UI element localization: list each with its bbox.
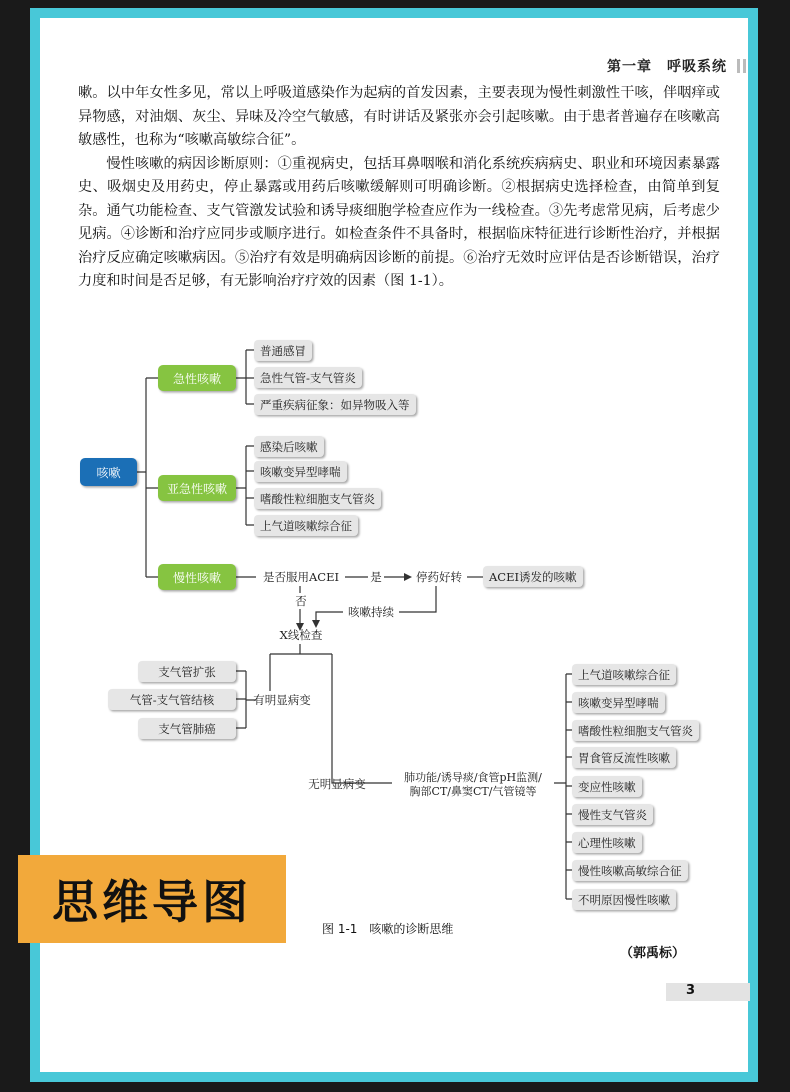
- figure-caption: 图 1-1 咳嗽的诊断思维: [322, 922, 454, 936]
- obvious-item-bronchiectasis: 支气管扩张: [138, 661, 236, 682]
- branch-chronic-cough: 慢性咳嗽: [158, 564, 236, 590]
- xray-exam: X线检查: [279, 628, 323, 642]
- final-item-gerc: 胃食管反流性咳嗽: [572, 747, 676, 768]
- acei-yes-label: 是: [370, 570, 382, 584]
- acei-induced-cough: ACEI诱发的咳嗽: [483, 566, 583, 587]
- obvious-lesion: 有明显病变: [253, 693, 311, 707]
- branch-acute-cough: 急性咳嗽: [158, 365, 236, 391]
- final-item-eb: 嗜酸性粒细胞支气管炎: [572, 720, 699, 741]
- root-node-cough: 咳嗽: [80, 458, 137, 486]
- final-item-hypersensitivity: 慢性咳嗽高敏综合征: [572, 860, 688, 881]
- further-tests: [392, 770, 554, 800]
- final-item-allergic: 变应性咳嗽: [572, 776, 642, 797]
- acei-no-label: 否: [293, 593, 309, 609]
- mind-map-badge: 思维导图: [18, 855, 286, 943]
- acute-item-bronchitis: 急性气管-支气管炎: [254, 367, 362, 388]
- acei-question: 是否服用ACEI: [262, 570, 340, 584]
- final-item-unexplained: 不明原因慢性咳嗽: [572, 889, 676, 910]
- further-tests-line-2: 胸部CT/鼻窦CT/气管镜等: [409, 785, 537, 798]
- figure-author: （郭禹标）: [620, 946, 686, 961]
- subacute-item-cough-variant-asthma: 咳嗽变异型哮喘: [254, 461, 347, 482]
- branch-subacute-cough: 亚急性咳嗽: [158, 475, 236, 501]
- paragraph-2: 慢性咳嗽的病因诊断原则：①重视病史，包括耳鼻咽喉和消化系统疾病病史、职业和环境因素暴露史、吸烟史及用药史，停止暴露或用药后咳嗽缓解则可明确诊断。②根据病史选择检查，由简单到复杂。通气功能检查、支气管激发试验和诱导痰细胞学检查应作为一线检查。③先考虑常见病，后考虑少见病。④诊断和治疗应同步或顺序进行。如检查条件不具备时，根据临床特征进行诊断性治疗，并根据治疗反应确定咳嗽病因。⑤治疗有效是明确病因诊断的前提。⑥治疗无效时应评估是否诊断错误，治疗力度和时间是否足够，有无影响治疗疗效的因素（图 1-1）。: [78, 155, 720, 289]
- no-obvious-lesion: 无明显病变: [308, 777, 366, 791]
- final-item-psychogenic: 心理性咳嗽: [572, 832, 642, 853]
- acute-item-severe-signs: 严重疾病征象：如异物吸入等: [254, 394, 416, 415]
- subacute-item-post-infection: 感染后咳嗽: [254, 436, 324, 457]
- page-number: 3: [686, 983, 696, 998]
- stop-drug-improves: 停药好转: [416, 570, 462, 584]
- final-item-cva: 咳嗽变异型哮喘: [572, 692, 665, 713]
- cough-persists: 咳嗽持续: [343, 603, 399, 621]
- subacute-item-uacs: 上气道咳嗽综合征: [254, 515, 358, 536]
- obvious-item-lung-cancer: 支气管肺癌: [138, 718, 236, 739]
- final-item-chronic-bronchitis: 慢性支气管炎: [572, 804, 653, 825]
- acute-item-common-cold: 普通感冒: [254, 340, 312, 361]
- page-number-bar: [666, 983, 750, 1001]
- subacute-item-eosinophilic-bronchitis: 嗜酸性粒细胞支气管炎: [254, 488, 381, 509]
- obvious-item-tuberculosis: 气管-支气管结核: [108, 689, 236, 710]
- final-item-uacs: 上气道咳嗽综合征: [572, 664, 676, 685]
- chapter-title: 第一章 呼吸系统: [607, 59, 727, 75]
- paragraph-1: 嗽。以中年女性多见，常以上呼吸道感染作为起病的首发因素，主要表现为慢性刺激性干咳，伴咽痒或异物感，对油烟、灰尘、异味及冷空气敏感，有时讲话及紧张亦会引起咳嗽。由于患者普遍存在咳嗽高敏感性，也称为“咳嗽高敏综合征”。: [78, 85, 720, 148]
- further-tests-line-1: 肺功能/诱导痰/食管pH监测/: [404, 771, 542, 784]
